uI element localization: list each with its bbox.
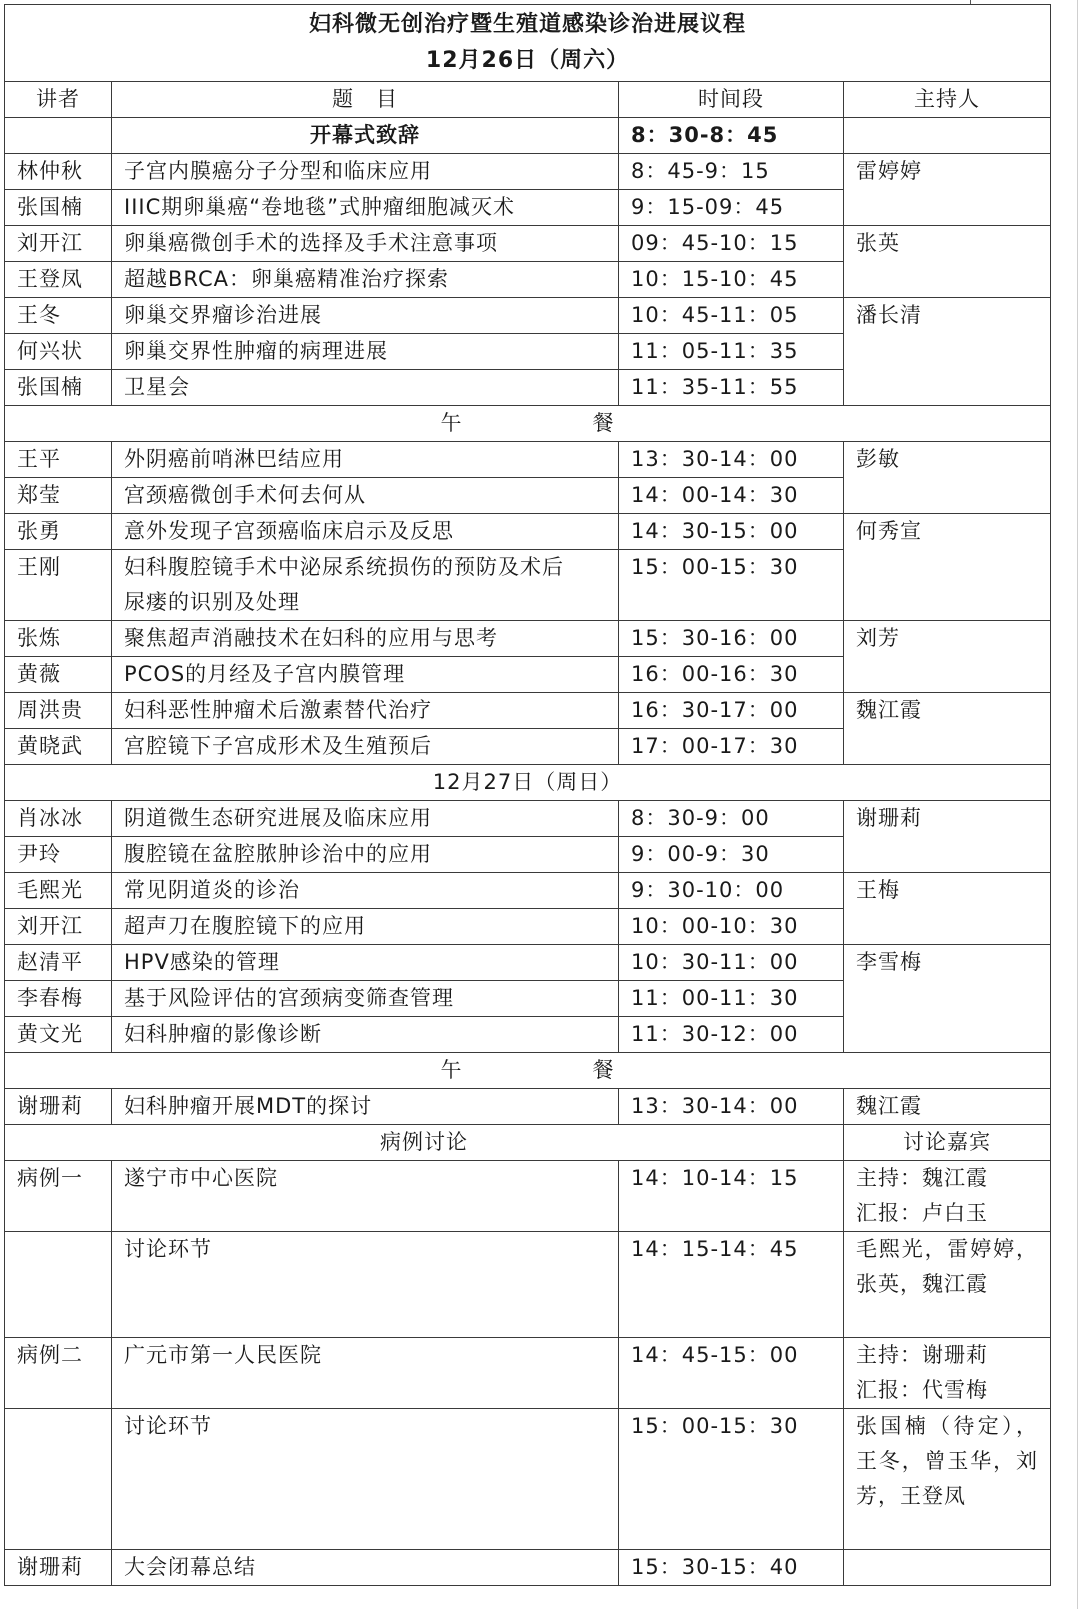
case-host-cell xyxy=(844,1161,1051,1232)
table-row xyxy=(5,873,1051,909)
case-discussion-label: 病例讨论 xyxy=(5,1125,844,1161)
time-cell: 16：00-16：30 xyxy=(619,657,844,693)
topic-cell: 超声刀在腹腔镜下的应用 xyxy=(112,909,619,945)
case-discussion-header-row xyxy=(5,1125,1051,1161)
time-cell: 15：00-15：30 xyxy=(619,1409,844,1550)
time-cell: 10：30-11：00 xyxy=(619,945,844,981)
speaker-cell: 谢珊莉 xyxy=(5,1550,112,1586)
speaker-cell: 何兴状 xyxy=(5,334,112,370)
speaker-cell xyxy=(5,1409,112,1550)
speaker-cell: 刘开江 xyxy=(5,909,112,945)
speaker-cell: 张国楠 xyxy=(5,370,112,406)
time-cell: 10：45-11：05 xyxy=(619,298,844,334)
topic-cell: 外阴癌前哨淋巴结应用 xyxy=(112,442,619,478)
case1-row xyxy=(5,1161,1051,1232)
topic-cell: 讨论环节 xyxy=(112,1409,619,1550)
topic-line-1: 妇科腹腔镜手术中泌尿系统损伤的预防及术后 xyxy=(124,555,564,579)
topic-cell: 妇科肿瘤开展MDT的探讨 xyxy=(112,1089,619,1125)
case-hospital: 遂宁市中心医院 xyxy=(112,1161,619,1232)
opening-time: 8：30-8：45 xyxy=(619,118,844,154)
topic-cell: 大会闭幕总结 xyxy=(112,1550,619,1586)
day2-date: 12月27日（周日） xyxy=(5,765,1051,801)
topic-line-2: 尿瘘的识别及处理 xyxy=(124,590,300,614)
time-cell: 17：00-17：30 xyxy=(619,729,844,765)
time-cell: 10：00-10：30 xyxy=(619,909,844,945)
case2-discussion-row xyxy=(5,1409,1051,1550)
time-cell: 16：30-17：00 xyxy=(619,693,844,729)
lunch-label-left: 午 xyxy=(440,1058,463,1082)
time-cell: 8：45-9：15 xyxy=(619,154,844,190)
discussion-guests-label: 讨论嘉宾 xyxy=(844,1125,1051,1161)
time-cell: 13：30-14：00 xyxy=(619,1089,844,1125)
time-cell: 15：30-16：00 xyxy=(619,621,844,657)
topic-cell: 意外发现子宫颈癌临床启示及反思 xyxy=(112,514,619,550)
agenda-title: 妇科微无创治疗暨生殖道感染诊治进展议程 xyxy=(309,12,747,37)
time-cell: 15：00-15：30 xyxy=(619,550,844,621)
time-cell: 9：00-9：30 xyxy=(619,837,844,873)
table-row xyxy=(5,945,1051,981)
topic-cell: 妇科肿瘤的影像诊断 xyxy=(112,1017,619,1053)
header-speaker: 讲者 xyxy=(5,82,112,118)
topic-cell: 宫腔镜下子宫成形术及生殖预后 xyxy=(112,729,619,765)
speaker-cell: 刘开江 xyxy=(5,226,112,262)
case-label: 病例一 xyxy=(5,1161,112,1232)
speaker-cell: 王冬 xyxy=(5,298,112,334)
speaker-cell: 王刚 xyxy=(5,550,112,621)
topic-cell: IIIC期卵巢癌“卷地毯”式肿瘤细胞减灭术 xyxy=(112,190,619,226)
time-cell: 14：15-14：45 xyxy=(619,1232,844,1338)
host-cell: 彭敏 xyxy=(844,442,1051,514)
lunch-cell xyxy=(5,1053,1051,1089)
time-cell: 11：30-12：00 xyxy=(619,1017,844,1053)
table-row xyxy=(5,298,1051,334)
topic-cell: 卵巢交界瘤诊治进展 xyxy=(112,298,619,334)
topic-cell: 卵巢癌微创手术的选择及手术注意事项 xyxy=(112,226,619,262)
time-cell: 8：30-9：00 xyxy=(619,801,844,837)
case-label: 病例二 xyxy=(5,1338,112,1409)
topic-cell: 妇科恶性肿瘤术后激素替代治疗 xyxy=(112,693,619,729)
speaker-cell: 周洪贵 xyxy=(5,693,112,729)
topic-cell: 聚焦超声消融技术在妇科的应用与思考 xyxy=(112,621,619,657)
time-cell: 13：30-14：00 xyxy=(619,442,844,478)
header-host: 主持人 xyxy=(844,82,1051,118)
table-row xyxy=(5,514,1051,550)
speaker-cell: 张国楠 xyxy=(5,190,112,226)
topic-cell: 宫颈癌微创手术何去何从 xyxy=(112,478,619,514)
host-cell: 李雪梅 xyxy=(844,945,1051,1053)
time-cell: 9：30-10：00 xyxy=(619,873,844,909)
host-cell: 谢珊莉 xyxy=(844,801,1051,873)
header-topic: 题 目 xyxy=(112,82,619,118)
table-row xyxy=(5,693,1051,729)
case-moderator: 主持：谢珊莉 xyxy=(856,1343,988,1367)
topic-cell: 基于风险评估的宫颈病变筛查管理 xyxy=(112,981,619,1017)
topic-cell xyxy=(112,550,619,621)
lunch-row xyxy=(5,406,1051,442)
case-moderator: 主持：魏江霞 xyxy=(856,1166,988,1190)
case-presenter: 汇报：代雪梅 xyxy=(856,1378,988,1402)
speaker-cell: 张炼 xyxy=(5,621,112,657)
speaker-cell: 李春梅 xyxy=(5,981,112,1017)
host-cell: 张英 xyxy=(844,226,1051,298)
topic-cell: 卵巢交界性肿瘤的病理进展 xyxy=(112,334,619,370)
host-cell: 刘芳 xyxy=(844,621,1051,693)
host-cell: 雷婷婷 xyxy=(844,154,1051,226)
time-cell: 14：00-14：30 xyxy=(619,478,844,514)
host-cell: 潘长清 xyxy=(844,298,1051,406)
host-cell: 何秀宣 xyxy=(844,514,1051,621)
case-presenter: 汇报：卢白玉 xyxy=(856,1201,988,1225)
speaker-cell: 王平 xyxy=(5,442,112,478)
time-cell: 9：15-09：45 xyxy=(619,190,844,226)
topic-cell: 阴道微生态研究进展及临床应用 xyxy=(112,801,619,837)
lunch-label-right: 餐 xyxy=(592,1058,615,1082)
speaker-cell: 黄文光 xyxy=(5,1017,112,1053)
topic-cell: 常见阴道炎的诊治 xyxy=(112,873,619,909)
table-row xyxy=(5,621,1051,657)
speaker-cell: 林仲秋 xyxy=(5,154,112,190)
case-host-cell xyxy=(844,1338,1051,1409)
table-row xyxy=(5,154,1051,190)
time-cell: 11：00-11：30 xyxy=(619,981,844,1017)
table-row xyxy=(5,1089,1051,1125)
host-cell xyxy=(844,1550,1051,1586)
case2-row xyxy=(5,1338,1051,1409)
day2-date-row xyxy=(5,765,1051,801)
opening-topic: 开幕式致辞 xyxy=(112,118,619,154)
speaker-cell: 肖冰冰 xyxy=(5,801,112,837)
speaker-cell: 郑莹 xyxy=(5,478,112,514)
discussion-guests: 毛熙光，雷婷婷，张英，魏江霞 xyxy=(844,1232,1051,1338)
topic-cell: HPV感染的管理 xyxy=(112,945,619,981)
topic-cell: 子宫内膜癌分子分型和临床应用 xyxy=(112,154,619,190)
time-cell: 09：45-10：15 xyxy=(619,226,844,262)
opening-host xyxy=(844,118,1051,154)
host-cell: 王梅 xyxy=(844,873,1051,945)
case1-discussion-row xyxy=(5,1232,1051,1338)
table-row xyxy=(5,226,1051,262)
speaker-cell: 谢珊莉 xyxy=(5,1089,112,1125)
discussion-guests: 张国楠（待定），王冬，曾玉华，刘芳，王登凤 xyxy=(844,1409,1051,1550)
time-cell: 14：30-15：00 xyxy=(619,514,844,550)
topic-cell: PCOS的月经及子宫内膜管理 xyxy=(112,657,619,693)
topic-cell: 超越BRCA：卵巢癌精准治疗探索 xyxy=(112,262,619,298)
agenda-table xyxy=(4,4,1051,1586)
speaker-cell: 尹玲 xyxy=(5,837,112,873)
opening-row xyxy=(5,118,1051,154)
speaker-cell: 王登凤 xyxy=(5,262,112,298)
speaker-cell: 赵清平 xyxy=(5,945,112,981)
lunch-label-left: 午 xyxy=(440,411,463,435)
topic-cell: 卫星会 xyxy=(112,370,619,406)
speaker-cell: 张勇 xyxy=(5,514,112,550)
time-cell: 14：45-15：00 xyxy=(619,1338,844,1409)
title-row xyxy=(5,5,1051,82)
opening-speaker xyxy=(5,118,112,154)
lunch-row xyxy=(5,1053,1051,1089)
host-cell: 魏江霞 xyxy=(844,1089,1051,1125)
speaker-cell: 毛熙光 xyxy=(5,873,112,909)
page-edge xyxy=(1077,0,1078,1609)
host-cell: 魏江霞 xyxy=(844,693,1051,765)
case-hospital: 广元市第一人民医院 xyxy=(112,1338,619,1409)
header-row xyxy=(5,82,1051,118)
time-cell: 14：10-14：15 xyxy=(619,1161,844,1232)
speaker-cell: 黄晓武 xyxy=(5,729,112,765)
time-cell: 10：15-10：45 xyxy=(619,262,844,298)
table-row xyxy=(5,801,1051,837)
table-row xyxy=(5,442,1051,478)
header-time: 时间段 xyxy=(619,82,844,118)
topic-cell: 腹腔镜在盆腔脓肿诊治中的应用 xyxy=(112,837,619,873)
topic-cell: 讨论环节 xyxy=(112,1232,619,1338)
time-cell: 15：30-15：40 xyxy=(619,1550,844,1586)
closing-row xyxy=(5,1550,1051,1586)
day1-date: 12月26日（周六） xyxy=(425,48,630,73)
lunch-cell xyxy=(5,406,1051,442)
speaker-cell: 黄薇 xyxy=(5,657,112,693)
time-cell: 11：35-11：55 xyxy=(619,370,844,406)
lunch-label-right: 餐 xyxy=(592,411,615,435)
speaker-cell xyxy=(5,1232,112,1338)
agenda-title-cell xyxy=(5,5,1051,82)
time-cell: 11：05-11：35 xyxy=(619,334,844,370)
